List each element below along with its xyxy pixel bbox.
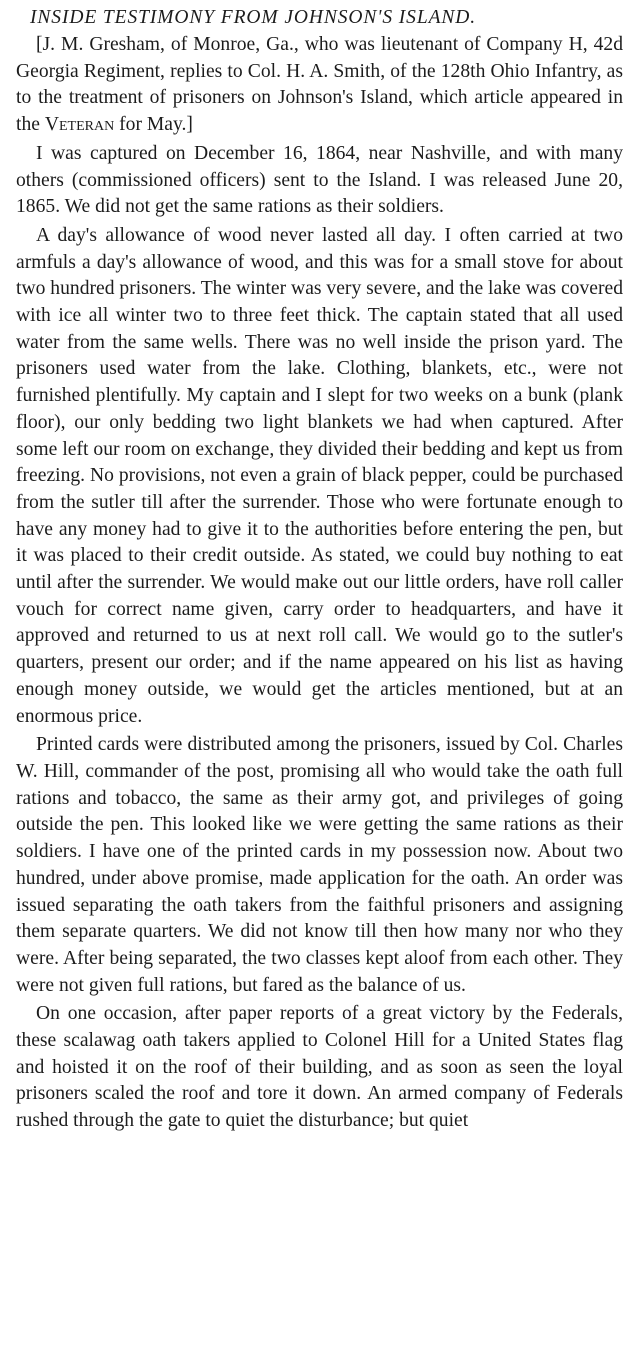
- intro-paragraph: [16, 32, 623, 139]
- body-paragraph: Printed cards were distributed among the prisoners, issued by Col. Charles W. Hill, commander of the post, promising all who would take the oath full rations and tobacco, the same as their army got, and privileges of going outside the pen. This looked like we were getting the same rations as their soldiers. I have one of the printed cards in my possession now. About two hundred, under above promise, made application for the oath. An order was issued separating the oath takers from the faithful prisoners and assigning them separate quarters. We did not know till then how many nor who they were. After being separated, the two classes kept aloof from each other. They were not given full rations, but fared as the balance of us.: [16, 734, 623, 996]
- body-paragraph: On one occasion, after paper reports of a great victory by the Federals, these scalawag oath takers applied to Colonel Hill for a United States flag and hoisted it on the roof of their building, and as soon as seen the loyal prisoners scaled the roof and tore it down. An armed company of Federals rushed through the gate to quiet the disturbance; but quiet: [16, 1003, 623, 1132]
- body-paragraph: I was captured on December 16, 1864, near Nashville, and with many others (commissioned officers) sent to the Island. I was released June 20, 1865. We did not get the same rations as their soldiers.: [16, 142, 623, 218]
- intro-text-end: for May.]: [114, 114, 193, 136]
- body-paragraph: A day's allowance of wood never lasted all day. I often carried at two armfuls a day's allowance of wood, and this was for a small stove for about two hundred prisoners. The winter was very severe, and the lake was covered with ice all winter two to three feet thick. The captain stated that all used water from the same wells. There was no well inside the prison yard. The prisoners used water from the lake. Clothing, blankets, etc., were not furnished plentifully. My captain and I slept for two weeks on a bunk (plank floor), our only bedding two light blankets we had when captured. After some left our room on exchange, they divided their bedding and kept us from freezing. No provisions, not even a grain of black pepper, could be purchased from the sutler till after the surrender. Those who were fortunate enough to have any money had to give it to the authorities before entering the pen, but it was placed to their credit outside. As stated, we could buy nothing to eat until after the surrender. We would make out our little orders, have roll caller vouch for correct name given, carry order to headquarters, and have it approved and returned to us at next roll call. We would go to the sutler's quarters, present our order; and if the name appeared on his list as having enough money outside, we would get the articles mentioned, but at an enormous price.: [16, 224, 623, 727]
- magazine-name: Veteran: [44, 114, 115, 136]
- intro-text: [J. M. Gresham, of Monroe, Ga., who was lieutenant of Company H, 42d Georgia Regiment, replies to Col. H. A. Smith, of the 128th Ohio Infantry, as to the treatment of prisoners on Johnson's Island, which article appeared in the: [16, 34, 623, 136]
- article-title: INSIDE TESTIMONY FROM JOHNSON'S ISLAND.: [30, 7, 477, 28]
